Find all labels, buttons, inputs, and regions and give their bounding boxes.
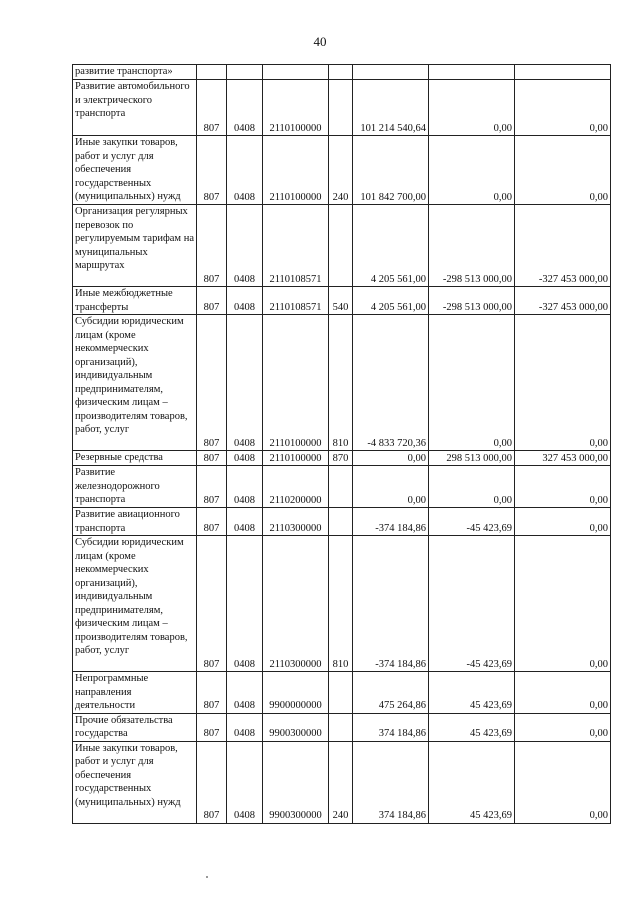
table-row [73, 536, 611, 672]
cell-section: 0408 [227, 80, 263, 136]
cell-amount-3: -327 453 000,00 [515, 287, 611, 315]
cell-amount-1: 4 205 561,00 [353, 287, 429, 315]
cell-section: 0408 [227, 287, 263, 315]
cell-expense-type [329, 713, 353, 741]
cell-target-article: 9900300000 [263, 741, 329, 823]
cell-target-article: 2110300000 [263, 536, 329, 672]
cell-amount-1: 374 184,86 [353, 713, 429, 741]
cell-expense-type: 240 [329, 136, 353, 205]
cell-ministry: 807 [197, 287, 227, 315]
cell-name: Иные межбюджетные трансферты [73, 287, 197, 315]
table-row [73, 466, 611, 508]
cell-expense-type [329, 466, 353, 508]
cell-ministry: 807 [197, 508, 227, 536]
cell-expense-type: 540 [329, 287, 353, 315]
cell-ministry: 807 [197, 451, 227, 466]
cell-amount-1: -374 184,86 [353, 508, 429, 536]
table-body [73, 65, 611, 824]
cell-name: Иные закупки товаров, работ и услуг для обеспечения государственных (муниципальных) нужд [73, 136, 197, 205]
cell-section: 0408 [227, 741, 263, 823]
budget-table [72, 64, 611, 824]
cell-name: Развитие железнодорожного транспорта [73, 466, 197, 508]
table-row [73, 508, 611, 536]
cell-amount-2: 298 513 000,00 [429, 451, 515, 466]
table-row [73, 287, 611, 315]
cell-section: 0408 [227, 713, 263, 741]
cell-target-article: 2110100000 [263, 315, 329, 451]
cell-expense-type [329, 508, 353, 536]
cell-expense-type [329, 80, 353, 136]
cell-amount-3: 0,00 [515, 80, 611, 136]
cell-amount-2 [429, 65, 515, 80]
cell-amount-2: 0,00 [429, 136, 515, 205]
table-row [73, 672, 611, 714]
cell-ministry: 807 [197, 536, 227, 672]
cell-expense-type: 810 [329, 315, 353, 451]
cell-section: 0408 [227, 466, 263, 508]
table-row [73, 205, 611, 287]
cell-section: 0408 [227, 315, 263, 451]
cell-target-article: 9900000000 [263, 672, 329, 714]
cell-amount-2: 0,00 [429, 466, 515, 508]
cell-target-article: 2110200000 [263, 466, 329, 508]
cell-amount-2: 0,00 [429, 80, 515, 136]
cell-amount-3: 0,00 [515, 136, 611, 205]
cell-ministry: 807 [197, 80, 227, 136]
cell-target-article: 2110100000 [263, 451, 329, 466]
cell-amount-1: 0,00 [353, 466, 429, 508]
cell-ministry: 807 [197, 205, 227, 287]
cell-target-article: 9900300000 [263, 713, 329, 741]
table-row [73, 713, 611, 741]
cell-target-article [263, 65, 329, 80]
cell-amount-3: 0,00 [515, 536, 611, 672]
cell-expense-type [329, 205, 353, 287]
cell-amount-2: 45 423,69 [429, 672, 515, 714]
cell-section: 0408 [227, 205, 263, 287]
cell-name: Развитие автомобильного и электрического транспорта [73, 80, 197, 136]
cell-amount-2: -298 513 000,00 [429, 287, 515, 315]
cell-amount-3: 0,00 [515, 466, 611, 508]
cell-expense-type: 810 [329, 536, 353, 672]
cell-ministry: 807 [197, 136, 227, 205]
cell-name: развитие транспорта» [73, 65, 197, 80]
cell-ministry: 807 [197, 672, 227, 714]
cell-name: Организация регулярных перевозок по регулируемым тарифам на муниципальных маршрутах [73, 205, 197, 287]
page-number: 40 [313, 34, 327, 49]
cell-amount-1: -374 184,86 [353, 536, 429, 672]
cell-name: Прочие обязательства государства [73, 713, 197, 741]
cell-amount-3: 0,00 [515, 315, 611, 451]
cell-amount-1: 475 264,86 [353, 672, 429, 714]
cell-expense-type: 240 [329, 741, 353, 823]
cell-target-article: 2110108571 [263, 205, 329, 287]
cell-amount-1: 374 184,86 [353, 741, 429, 823]
cell-target-article: 2110100000 [263, 136, 329, 205]
cell-name: Субсидии юридическим лицам (кроме некоммерческих организаций), индивидуальным предпринимателям, физическим лицам – производителям товаров, работ, услуг [73, 315, 197, 451]
cell-expense-type: 870 [329, 451, 353, 466]
cell-target-article: 2110100000 [263, 80, 329, 136]
cell-amount-2: 45 423,69 [429, 741, 515, 823]
cell-amount-2: -298 513 000,00 [429, 205, 515, 287]
cell-expense-type [329, 672, 353, 714]
cell-amount-1: 0,00 [353, 451, 429, 466]
cell-ministry [197, 65, 227, 80]
cell-ministry: 807 [197, 713, 227, 741]
scan-speck [206, 876, 208, 878]
table-row [73, 315, 611, 451]
cell-amount-3: 327 453 000,00 [515, 451, 611, 466]
cell-amount-3: -327 453 000,00 [515, 205, 611, 287]
cell-amount-1: 101 842 700,00 [353, 136, 429, 205]
cell-amount-3: 0,00 [515, 672, 611, 714]
cell-section: 0408 [227, 508, 263, 536]
cell-name: Резервные средства [73, 451, 197, 466]
cell-amount-1: 101 214 540,64 [353, 80, 429, 136]
cell-amount-3 [515, 65, 611, 80]
table-row [73, 80, 611, 136]
cell-amount-3: 0,00 [515, 741, 611, 823]
cell-amount-1: 4 205 561,00 [353, 205, 429, 287]
table-row [73, 65, 611, 80]
cell-name: Развитие авиационного транспорта [73, 508, 197, 536]
table-row [73, 136, 611, 205]
cell-section: 0408 [227, 536, 263, 672]
cell-name: Субсидии юридическим лицам (кроме некоммерческих организаций), индивидуальным предпринимателям, физическим лицам – производителям товаров, работ, услуг [73, 536, 197, 672]
cell-amount-2: 0,00 [429, 315, 515, 451]
cell-amount-3: 0,00 [515, 508, 611, 536]
table-row [73, 451, 611, 466]
cell-ministry: 807 [197, 466, 227, 508]
cell-amount-2: -45 423,69 [429, 508, 515, 536]
cell-amount-1 [353, 65, 429, 80]
cell-section [227, 65, 263, 80]
cell-amount-2: -45 423,69 [429, 536, 515, 672]
cell-name: Непрограммные направления деятельности [73, 672, 197, 714]
cell-target-article: 2110300000 [263, 508, 329, 536]
cell-section: 0408 [227, 672, 263, 714]
cell-section: 0408 [227, 451, 263, 466]
table-row [73, 741, 611, 823]
cell-expense-type [329, 65, 353, 80]
cell-amount-3: 0,00 [515, 713, 611, 741]
cell-target-article: 2110108571 [263, 287, 329, 315]
cell-ministry: 807 [197, 315, 227, 451]
cell-ministry: 807 [197, 741, 227, 823]
cell-name: Иные закупки товаров, работ и услуг для обеспечения государственных (муниципальных) нужд [73, 741, 197, 823]
cell-amount-2: 45 423,69 [429, 713, 515, 741]
cell-amount-1: -4 833 720,36 [353, 315, 429, 451]
cell-section: 0408 [227, 136, 263, 205]
